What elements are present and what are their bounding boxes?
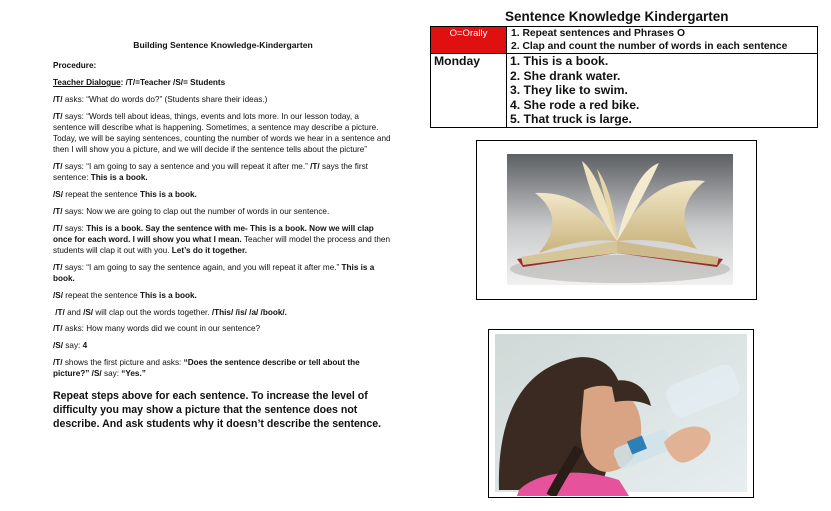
dialogue-label: Teacher Dialogue — [53, 78, 121, 87]
step-text: repeat the sentence — [63, 290, 140, 300]
answer-bold: “Yes.” — [121, 369, 146, 379]
dialogue-key — [53, 77, 393, 88]
step-text: say: — [101, 369, 122, 379]
teacher-tag: /T/ — [53, 324, 63, 334]
step-5 — [53, 206, 393, 217]
step-text: will clap out the words together. — [93, 307, 212, 317]
step-3 — [53, 161, 393, 183]
answer-bold: 4 — [82, 341, 88, 351]
step-7 — [53, 262, 393, 284]
sentence-bold: This is a book. — [90, 173, 148, 183]
step-text: says: “I am going to say a sentence and you will repeat it after me.” — [62, 162, 311, 171]
step-text: shows the first picture and asks: — [62, 357, 184, 367]
sentence-bold: This is a book. — [139, 190, 197, 199]
teacher-tag: /T/ — [53, 223, 63, 233]
student-tag: /S/ — [83, 307, 94, 317]
teacher-tag: /T/ — [53, 94, 63, 104]
step-text: and — [64, 307, 84, 317]
sentence-table — [430, 26, 818, 128]
step-text: say: — [63, 341, 83, 351]
sentence-bold: This is a book. — [53, 262, 375, 283]
student-tag: /S/ — [53, 190, 64, 199]
dialogue-key-text: : /T/=Teacher /S/= Students — [120, 78, 226, 87]
step-text: says: “I am going to say the sentence again, and you will repeat it after me.” — [62, 262, 342, 272]
step-6 — [53, 223, 393, 257]
step-2 — [53, 111, 393, 156]
step-1 — [53, 94, 393, 105]
open-book-photo — [477, 141, 755, 298]
step-text: says the first sentence: — [53, 162, 368, 183]
worksheet-title: Sentence Knowledge Kindergarten — [505, 9, 729, 24]
lesson-title: Building Sentence Knowledge-Kindergarten — [133, 40, 313, 50]
water-picture-frame — [488, 329, 754, 498]
sentence-4: 4. She rode a red bike. — [510, 97, 640, 112]
student-tag: /S/ — [53, 290, 64, 300]
step-11 — [53, 340, 393, 351]
student-tag: /S/ — [53, 341, 64, 351]
step-10 — [53, 323, 393, 334]
step-text: says: “Words tell about ideas, things, events and lots more. In our lesson today, a sentence will describe what is happening. Sometimes, a sentence may describe a picture. Today, we will be saying sentences, counting the number of words we hear in a sentence and then I will show you a picture, and we will decide if the sentence tells about the picture” — [53, 111, 391, 155]
step-12 — [53, 357, 393, 379]
sentence-bold: This is a book. Say the sentence with me- This is a book. Now we will clap once for each word. I will show you what I mean. — [53, 223, 374, 244]
step-8 — [53, 290, 393, 301]
sentence-5: 5. That truck is large. — [510, 112, 632, 127]
step-text: asks: How many words did we count in our sentence? — [62, 324, 261, 334]
teacher-tag: /T/ — [53, 206, 63, 216]
step-text: asks: “What do words do?” (Students share their ideas.) — [62, 94, 268, 104]
sentence-bold: This is a book. — [139, 290, 197, 300]
procedure-heading: Procedure: — [53, 61, 97, 71]
step-9 — [53, 307, 393, 318]
instruction-2: 2. Clap and count the number of words in each sentence — [511, 41, 788, 52]
orally-cell: O=Orally — [431, 27, 507, 54]
sentence-bold: /This/ /is/ /a/ /book/. — [211, 307, 287, 317]
step-4 — [53, 189, 393, 200]
question-bold: “Does the sentence describe or tell about the picture?” — [53, 357, 360, 379]
step-text: Teacher will model the process and then students will clap it out with you. — [53, 234, 391, 255]
instruction-row — [431, 27, 818, 54]
sentence-bold: Let’s do it together. — [171, 246, 247, 255]
student-tag: /S/ — [89, 369, 102, 379]
teacher-tag: /T/ — [55, 307, 65, 317]
closing-note: Repeat steps above for each sentence. To increase the level of difficulty you may show a picture that the sentence does not describe. And ask students why it doesn’t describe the sentence. — [53, 390, 382, 431]
teacher-tag: /T/ — [53, 111, 63, 121]
monday-row — [431, 54, 818, 128]
day-label: Monday — [431, 54, 507, 128]
teacher-tag: /T/ — [53, 357, 63, 367]
step-text: repeat the sentence — [63, 190, 140, 199]
teacher-tag: /T/ — [310, 162, 320, 171]
sentences-cell — [507, 54, 818, 128]
sentence-2: 2. She drank water. — [510, 68, 621, 83]
instructions-cell — [507, 27, 818, 54]
instruction-1: 1. Repeat sentences and Phrases O — [511, 28, 685, 39]
girl-drinking-water-photo — [489, 330, 752, 496]
teacher-tag: /T/ — [53, 262, 63, 272]
step-text: says: — [62, 223, 87, 233]
book-picture-frame — [476, 140, 757, 300]
step-text: says: Now we are going to clap out the number of words in our sentence. — [62, 206, 330, 216]
sentence-3: 3. They like to swim. — [510, 83, 628, 98]
sentence-1: 1. This is a book. — [510, 54, 609, 68]
lesson-procedure — [53, 40, 393, 431]
teacher-tag: /T/ — [53, 162, 63, 171]
